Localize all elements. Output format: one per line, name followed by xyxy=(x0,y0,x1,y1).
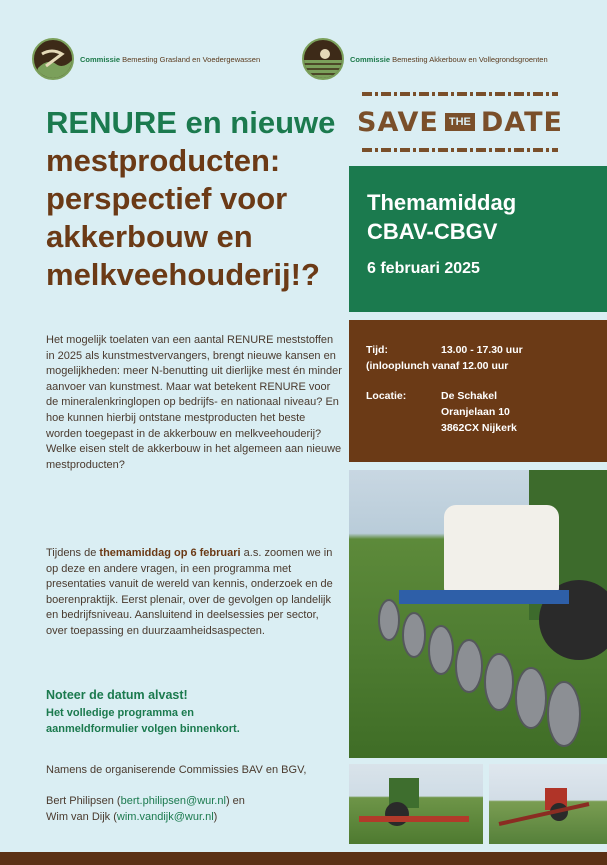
arable-logo-icon xyxy=(302,38,344,80)
sign-intro: Namens de organiserende Commissies BAV en BGV, xyxy=(46,764,307,776)
event-box xyxy=(349,166,607,312)
time-value: 13.00 - 17.30 uur xyxy=(441,344,523,356)
time-note: (inlooplunch vanaf 12.00 uur xyxy=(366,360,509,372)
contact-2-email[interactable]: wim.vandijk@wur.nl xyxy=(116,811,214,823)
notice-heading: Noteer de datum alvast! xyxy=(46,688,188,702)
footer-bar xyxy=(0,852,607,865)
field-application-photo xyxy=(489,764,607,844)
contact-2: Wim van Dijk (wim.vandijk@wur.nl) xyxy=(46,811,218,823)
details-box xyxy=(349,320,607,462)
location-street: Oranjelaan 10 xyxy=(441,406,510,418)
tractor-photo xyxy=(349,764,483,844)
program-paragraph: Tijdens de themamiddag op 6 februari a.s. zoomen we in op deze en andere vragen, in een programma met presentaties vanuit de wereld van kennis, onderzoek en de boerenpraktijk. Eerst plenair, over de gevolgen op landelijk en bedrijfsniveau. Aansluitend in deelsessies per sector, over toepassing en duurzaamheidsaspecten. xyxy=(46,547,333,637)
program-date-highlight: themamiddag op 6 februari xyxy=(99,547,241,559)
title-line-2: mestproducten: perspectief voor akkerbouw en melkveehouderij!? xyxy=(46,143,320,292)
time-label: Tijd: xyxy=(366,344,388,356)
event-heading-1: Themamiddag xyxy=(367,190,517,215)
banner-divider-bottom xyxy=(362,148,558,152)
event-heading-2: CBAV-CBGV xyxy=(367,219,498,244)
the-word: THE xyxy=(445,113,475,131)
notice-text: Het volledige programma en aanmeldformulier volgen binnenkort. xyxy=(46,707,240,735)
save-the-date-banner xyxy=(357,92,563,152)
save-word: SAVE xyxy=(357,106,439,138)
contact-1: Bert Philipsen (bert.philipsen@wur.nl) en xyxy=(46,795,245,807)
intro-paragraph: Het mogelijk toelaten van een aantal RENURE meststoffen in 2025 als kunstmestvervangers, brengt nieuwe kansen en mogelijkheden: meer N-benutting uit dierlijke mest én minder aanvoer van kunstmest. Maar wat betekent RENURE voor de mineralenkringlopen op bedrijfs- en nationaal niveau? En hoe kunnen hierbij ontstane mestproducten het beste worden toegepast in de akkerbouw en melkveehouderij? Welke eisen stelt de akkerbouw in het algemeen aan nieuwe mestproducten? xyxy=(46,334,342,471)
location-label: Locatie: xyxy=(366,390,407,402)
location-name: De Schakel xyxy=(441,390,498,402)
page-title xyxy=(46,104,346,294)
location-city: 3862CX Nijkerk xyxy=(441,422,517,434)
event-date: 6 februari 2025 xyxy=(367,260,480,277)
logo-cbgv-text: Commissie Bemesting Grasland en Voedergewassen xyxy=(80,54,261,64)
logo-cbav-text: Commissie Bemesting Akkerbouw en Vollegrondsgroenten xyxy=(350,54,548,64)
banner-divider-top xyxy=(362,92,558,96)
logo-cbav xyxy=(302,38,548,80)
grassland-logo-icon xyxy=(32,38,74,80)
title-line-1: RENURE en nieuwe xyxy=(46,105,336,140)
date-word: DATE xyxy=(480,106,563,138)
logo-cbgv xyxy=(32,38,260,80)
contact-1-email[interactable]: bert.philipsen@wur.nl xyxy=(120,795,226,807)
machine-photo xyxy=(349,470,607,758)
